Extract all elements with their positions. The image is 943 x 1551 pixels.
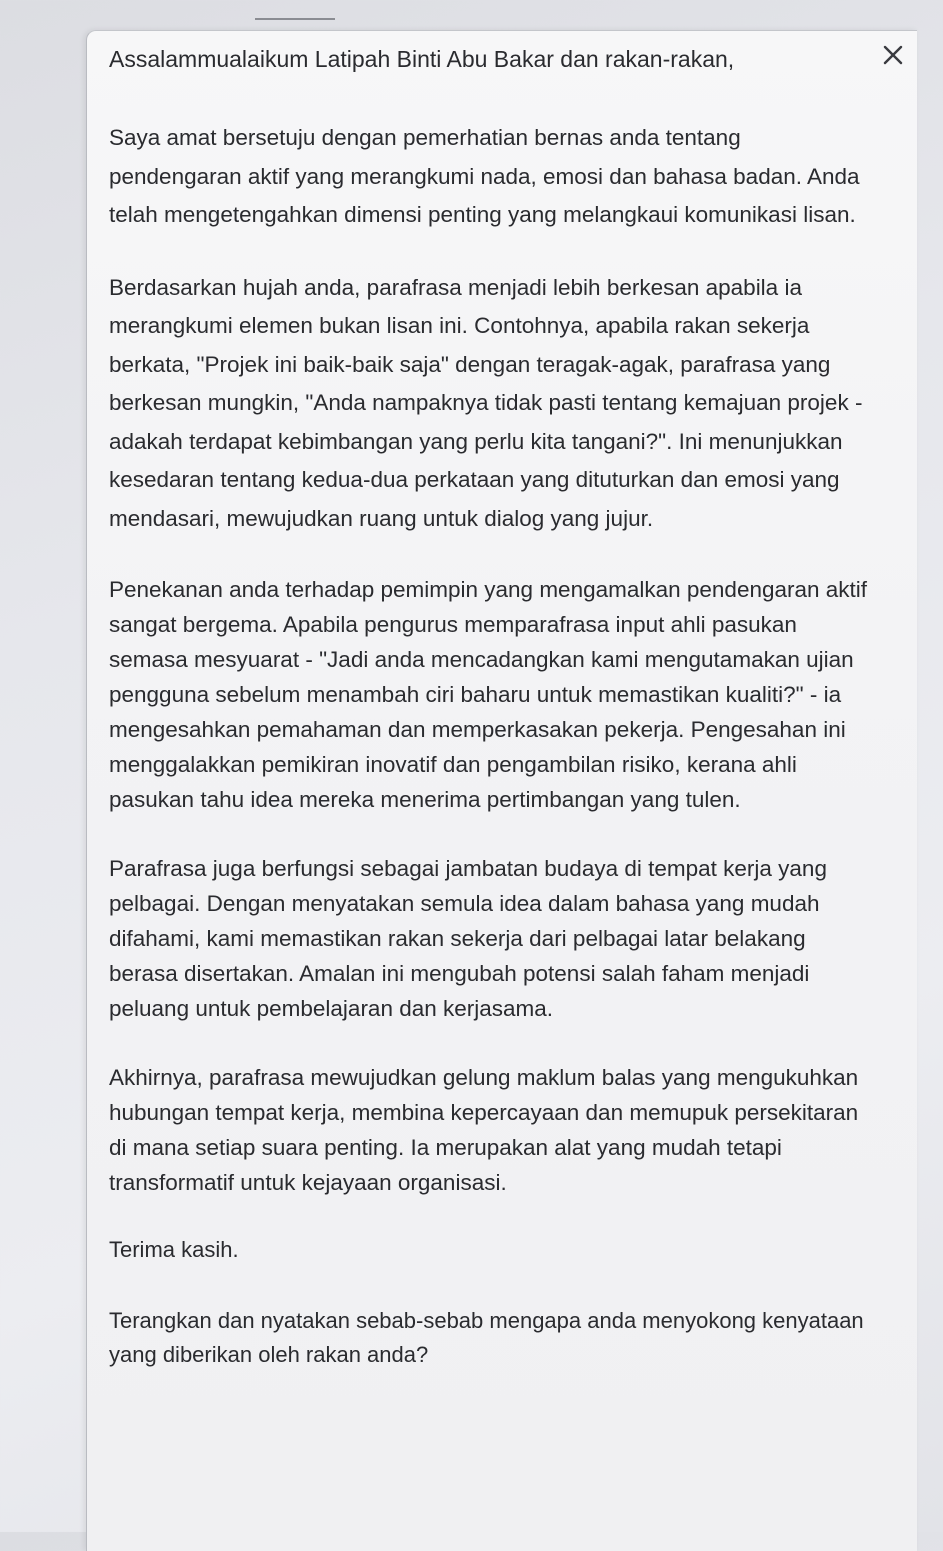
question-text: Terangkan dan nyatakan sebab-sebab mengapa anda menyokong kenyataan yang diberikan oleh rakan anda?	[109, 1308, 864, 1367]
close-icon	[882, 44, 904, 66]
paragraph-2: Berdasarkan hujah anda, parafrasa menjadi lebih berkesan apabila ia merangkumi elemen bukan lisan ini. Contohnya, apabila rakan sekerja berkata, "Projek ini baik-baik saja" dengan teragak-agak, parafrasa yang berkesan mungkin, "Anda nampaknya tidak pasti tentang kemajuan projek - adakah terdapat kebimbangan yang perlu kita tangani?". Ini menunjukkan kesedaran tentang kedua-dua perkataan yang dituturkan dan emosi yang mendasari, mewujudkan ruang untuk dialog yang jujur.	[109, 274, 863, 531]
paragraph-4: Parafrasa juga berfungsi sebagai jambatan budaya di tempat kerja yang pelbagai. Dengan menyatakan semula idea dalam bahasa yang mudah difahami, kami memastikan rakan sekerja dari pelbagai latar belakang berasa disertakan. Amalan ini mengubah potensi salah faham menjadi peluang untuk pembelajaran dan kerjasama.	[109, 856, 827, 1021]
paragraph-5: Akhirnya, parafrasa mewujudkan gelung maklum balas yang mengukuhkan hubungan tempat kerja, membina kepercayaan dan memupuk persekitaran di mana setiap suara penting. Ia merupakan alat yang mudah tetapi transformatif untuk kejayaan organisasi.	[109, 1065, 859, 1195]
closing-text: Terima kasih.	[109, 1237, 239, 1262]
paragraph-3: Penekanan anda terhadap pemimpin yang mengamalkan pendengaran aktif sangat bergema. Apabila pengurus memparafrasa input ahli pasukan semasa mesyuarat - "Jadi anda mencadangkan kami mengutamakan ujian pengguna sebelum menambah ciri baharu untuk memastikan kualiti?" - ia mengesahkan pemahaman dan memperkasakan pekerja. Pengesahan ini menggalakkan pemikiran inovatif dan pengambilan risiko, kerana ahli pasukan tahu idea mereka menerima pertimbangan yang tulen.	[109, 577, 868, 812]
close-button[interactable]	[877, 39, 909, 71]
paragraph-1: Saya amat bersetuju dengan pemerhatian bernas anda tentang pendengaran aktif yang merangkumi nada, emosi dan bahasa badan. Anda telah mengetengahkan dimensi penting yang melangkaui komunikasi lisan.	[109, 125, 860, 227]
greeting-text: Assalammualaikum Latipah Binti Abu Bakar dan rakan-rakan,	[109, 46, 735, 72]
message-body	[109, 43, 879, 1372]
message-dialog	[86, 30, 917, 1551]
top-divider	[255, 18, 335, 20]
